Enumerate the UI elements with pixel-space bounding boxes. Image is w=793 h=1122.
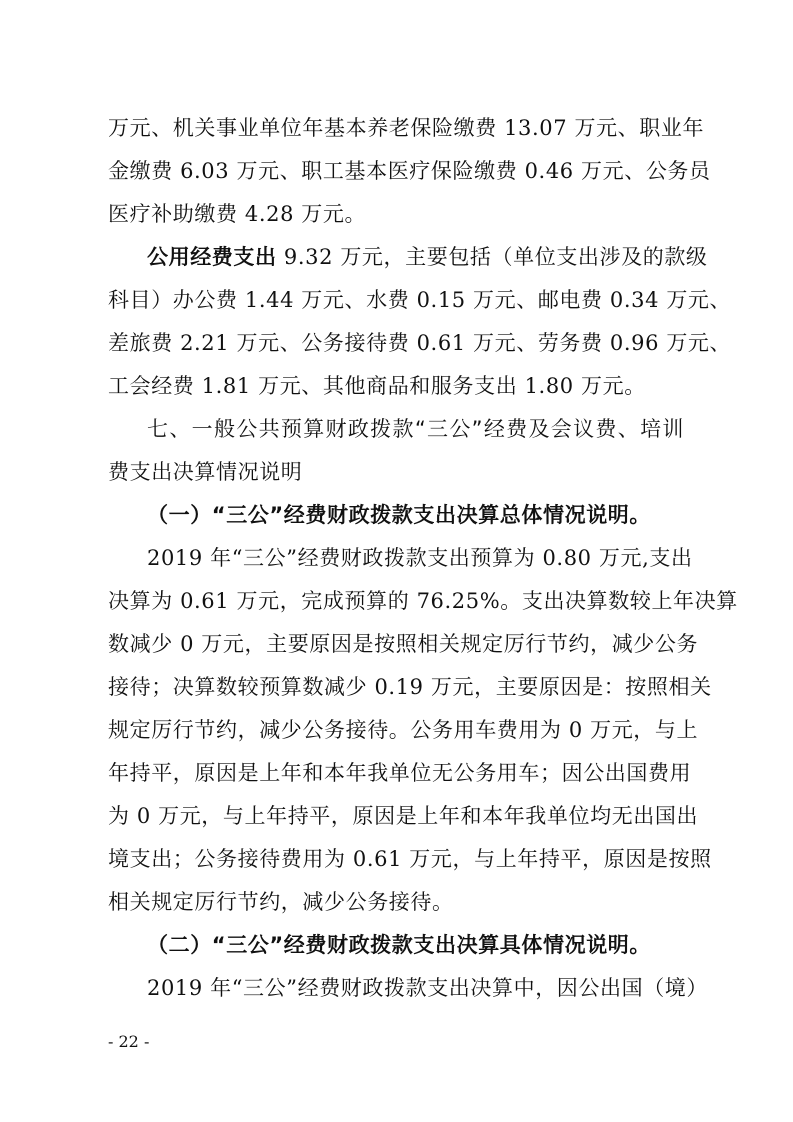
paragraph-line: 决算为 0.61 万元，完成预算的 76.25%。支出决算数较上年决算: [108, 589, 738, 613]
paragraph-line: 相关规定厉行节约，减少公务接待。: [108, 890, 454, 914]
paragraph-line: 为 0 万元，与上年持平，原因是上年和本年我单位均无出国出: [108, 804, 699, 828]
subsection-heading: （一）“三公”经费财政拨款支出决算总体情况说明。: [147, 503, 652, 527]
bold-lead: 公用经费支出: [147, 245, 277, 269]
paragraph-line: 差旅费 2.21 万元、公务接待费 0.61 万元、劳务费 0.96 万元、: [108, 331, 732, 355]
section-heading: 七、一般公共预算财政拨款“三公”经费及会议费、培训: [147, 417, 684, 441]
section-heading: 费支出决算情况说明: [108, 460, 303, 484]
paragraph-line: 2019 年“三公”经费财政拨款支出决算中，因公出国（境）: [147, 976, 708, 1000]
paragraph-line: 年持平，原因是上年和本年我单位无公务用车；因公出国费用: [108, 761, 692, 785]
paragraph-line: [147, 242, 708, 272]
page-number: - 22 -: [108, 1032, 150, 1051]
paragraph-line: 金缴费 6.03 万元、职工基本医疗保险缴费 0.46 万元、公务员: [108, 159, 711, 183]
paragraph-line: 万元、机关事业单位年基本养老保险缴费 13.07 万元、职业年: [108, 116, 705, 140]
subsection-heading: （二）“三公”经费财政拨款支出决算具体情况说明。: [147, 933, 652, 957]
paragraph-line: 数减少 0 万元，主要原因是按照相关规定厉行节约，减少公务: [108, 632, 699, 656]
paragraph-line: 接待；决算数较预算数减少 0.19 万元，主要原因是：按照相关: [108, 675, 712, 699]
paragraph-line: 2019 年“三公”经费财政拨款支出预算为 0.80 万元,支出: [147, 546, 693, 570]
paragraph-line: 科目）办公费 1.44 万元、水费 0.15 万元、邮电费 0.34 万元、: [108, 288, 732, 312]
paragraph-line: 规定厉行节约，减少公务接待。公务用车费用为 0 万元，与上: [108, 718, 699, 742]
paragraph-line: 工会经费 1.81 万元、其他商品和服务支出 1.80 万元。: [108, 374, 646, 398]
paragraph-text: 9.32 万元，主要包括（单位支出涉及的款级: [276, 245, 708, 269]
paragraph-line: 境支出；公务接待费用为 0.61 万元，与上年持平，原因是按照: [108, 847, 712, 871]
paragraph-line: 医疗补助缴费 4.28 万元。: [108, 202, 367, 226]
